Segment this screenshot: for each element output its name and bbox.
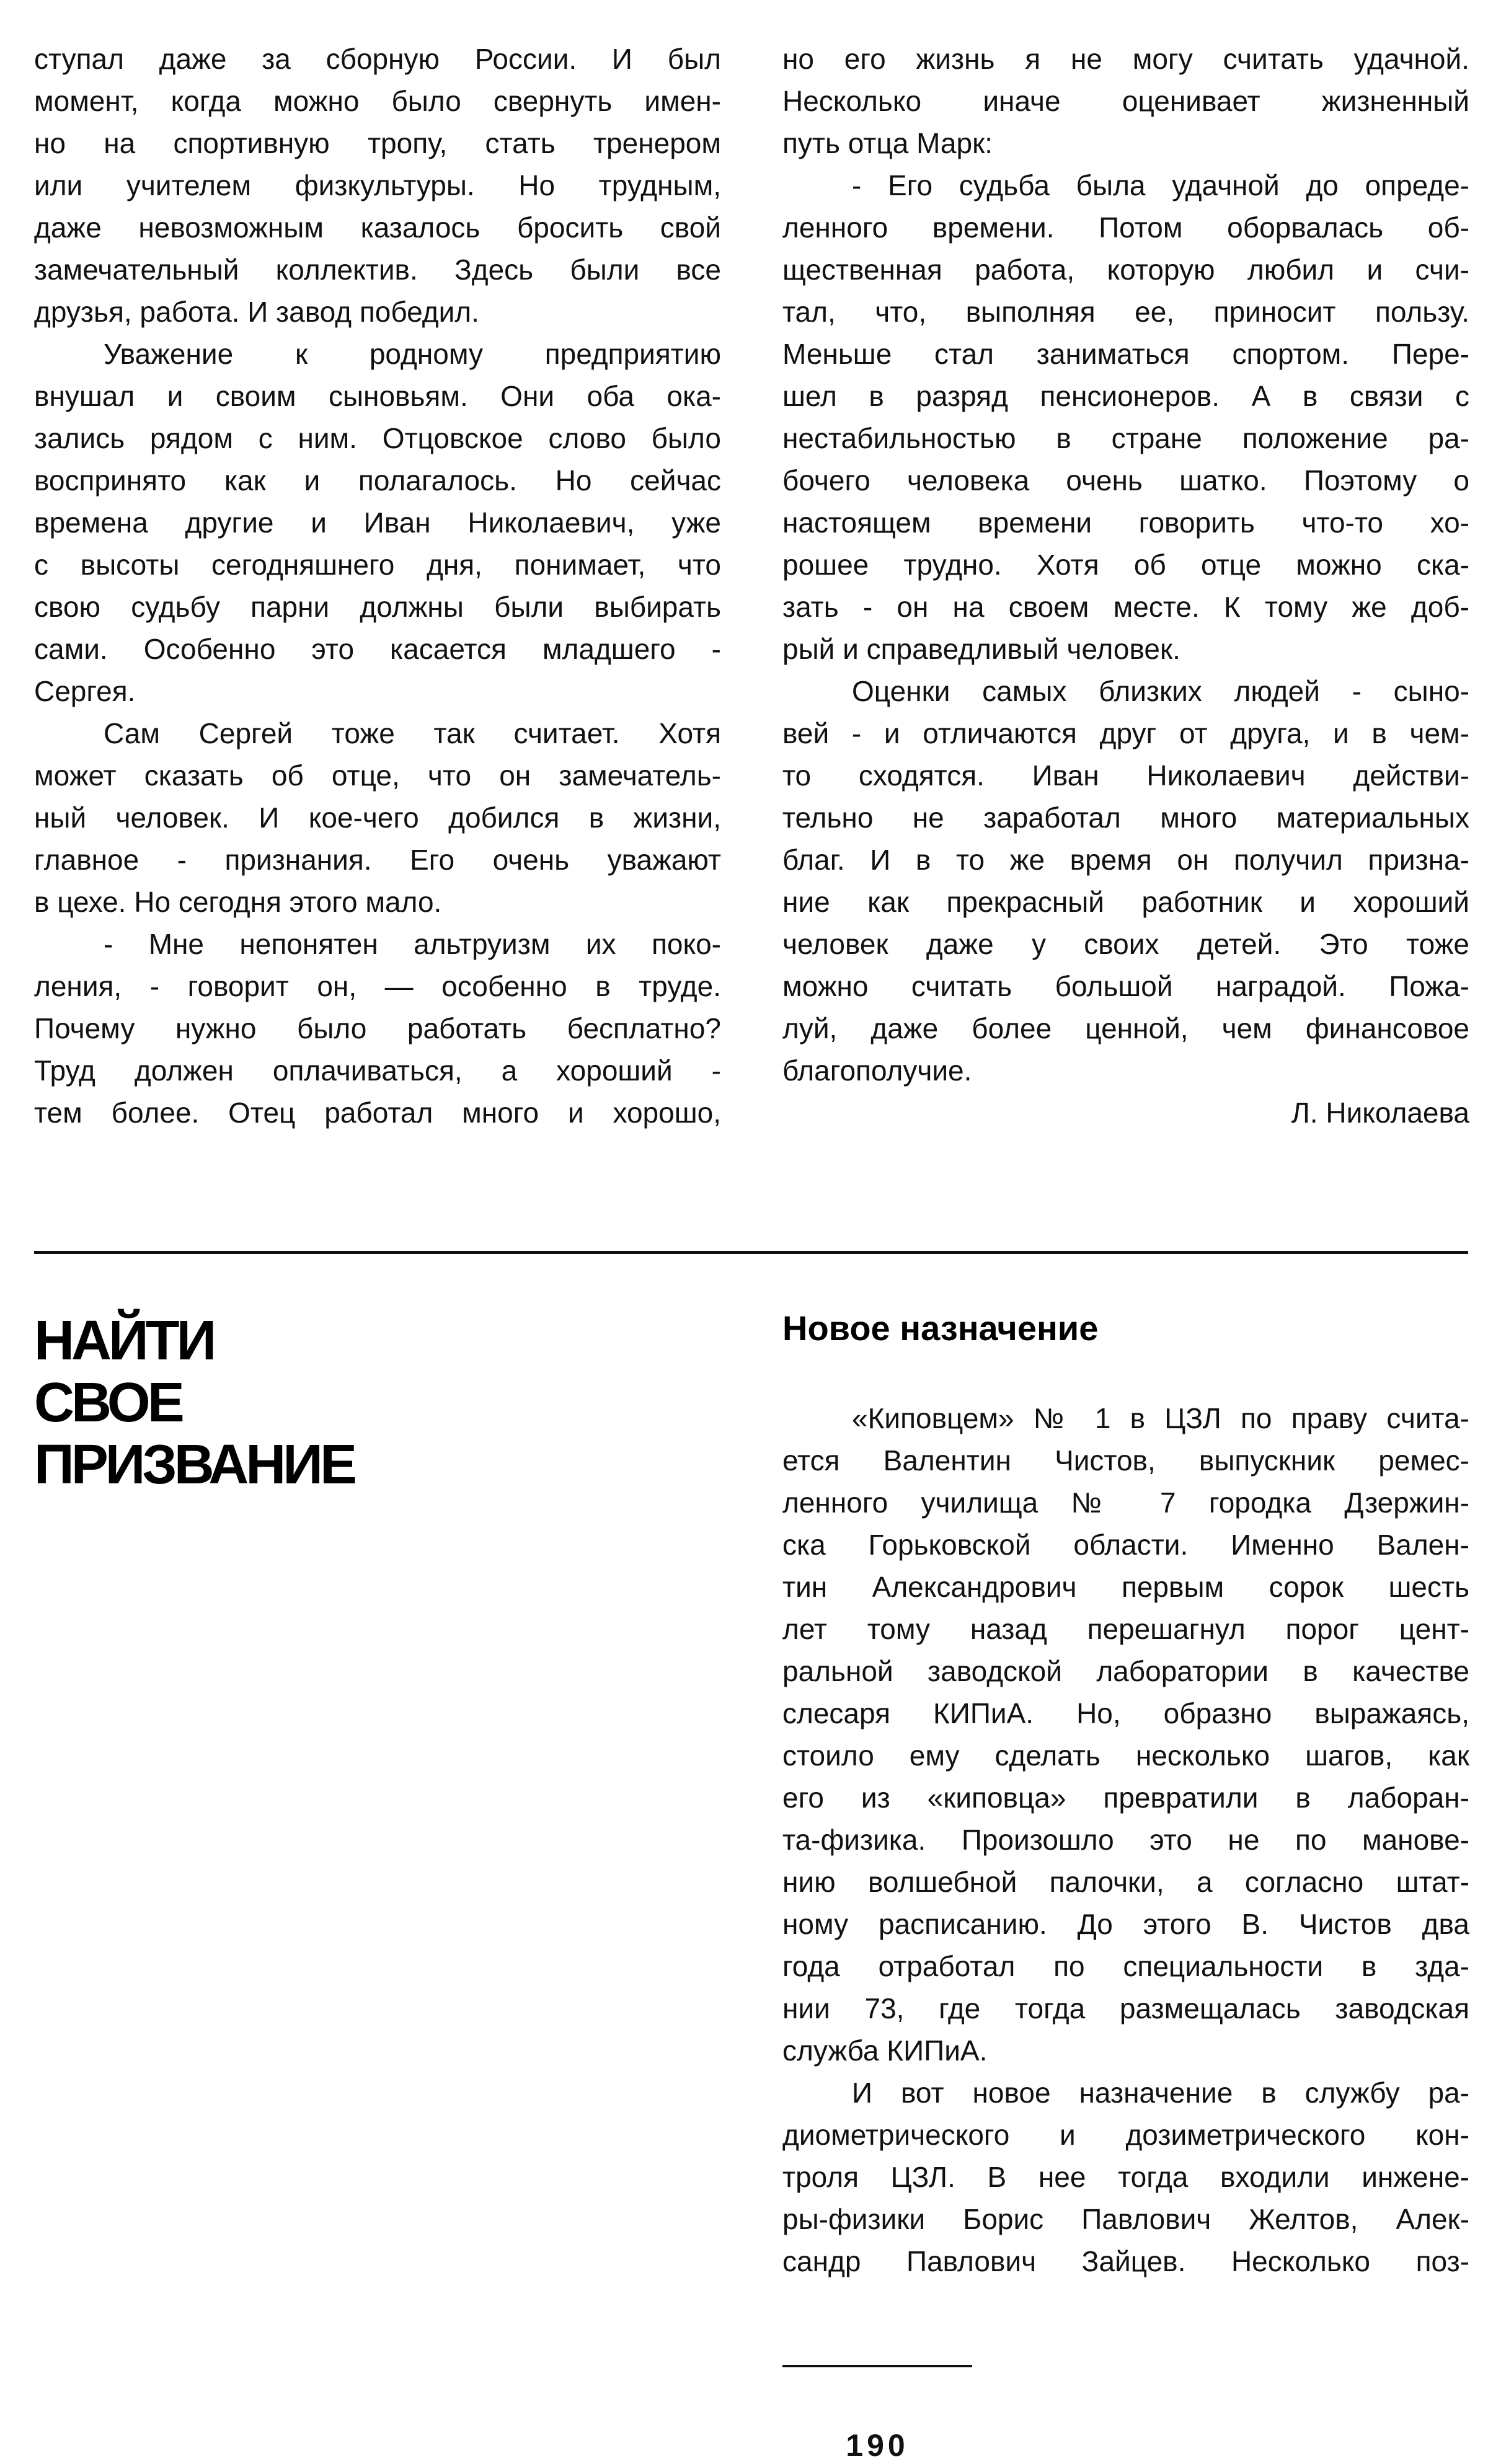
text-line: служба КИПиА.	[782, 2034, 988, 2067]
text-line: диометрического и дозиметрического кон-	[782, 2119, 1469, 2151]
text-line: шел в разряд пенсионеров. А в связи с	[782, 380, 1469, 412]
text-line: ние как прекрасный работник и хороший	[782, 886, 1469, 918]
text-line: благ. И в то же время он получил призна-	[782, 844, 1469, 876]
text-line: может сказать об отце, что он замечатель-	[34, 759, 721, 792]
text-line: замечательный коллектив. Здесь были все	[34, 254, 721, 286]
text-line: но его жизнь я не могу считать удачной.	[782, 43, 1469, 75]
text-line: тал, что, выполняя ее, приносит пользу.	[782, 296, 1469, 328]
text-line: сами. Особенно это касается младшего -	[34, 633, 721, 665]
text-line: тин Александрович первым сорок шесть	[782, 1571, 1469, 1603]
text-line: тельно не заработал много материальных	[782, 801, 1469, 834]
section-title	[34, 1310, 354, 1496]
text-line: щественная работа, которую любил и счи-	[782, 254, 1469, 286]
text-line: зать - он на своем месте. К тому же доб-	[782, 591, 1469, 623]
text-line: Труд должен оплачиваться, а хороший -	[34, 1054, 721, 1087]
text-line: та-физика. Произошло это не по манове-	[782, 1824, 1469, 1856]
section-title-line: НАЙТИ	[34, 1310, 214, 1372]
text-line: - Его судьба была удачной до опреде-	[852, 169, 1469, 201]
text-line: ральной заводской лаборатории в качестве	[782, 1655, 1469, 1687]
text-line: даже невозможным казалось бросить свой	[34, 211, 721, 244]
text-line: времена другие и Иван Николаевич, уже	[34, 506, 721, 539]
text-line: путь отца Марк:	[782, 127, 993, 159]
text-line: луй, даже более ценной, чем финансовое	[782, 1012, 1469, 1044]
section-title-line: СВОЕ	[34, 1372, 182, 1434]
text-line: ления, - говорит он, — особенно в труде.	[34, 970, 721, 1002]
text-line: ется Валентин Чистов, выпускник ремес-	[782, 1444, 1469, 1477]
text-line: И вот новое назначение в службу ра-	[852, 2077, 1469, 2109]
text-line: свою судьбу парни должны были выбирать	[34, 591, 721, 623]
text-line: нию волшебной палочки, а согласно штат-	[782, 1866, 1469, 1898]
page-number: 190	[846, 2428, 909, 2463]
text-line: но на спортивную тропу, стать тренером	[34, 127, 721, 159]
text-line: зались рядом с ним. Отцовское слово было	[34, 422, 721, 454]
text-line: друзья, работа. И завод победил.	[34, 296, 479, 328]
text-line: ступал даже за сборную России. И был	[34, 43, 721, 75]
text-line: Несколько иначе оценивает жизненный	[782, 85, 1469, 117]
text-line: Меньше стал заниматься спортом. Пере-	[782, 338, 1469, 370]
text-line: его из «киповца» превратили в лаборан-	[782, 1782, 1469, 1814]
text-line: ска Горьковской области. Именно Вален-	[782, 1529, 1469, 1561]
author-signature: Л. Николаева	[1291, 1097, 1469, 1129]
text-line: бочего человека очень шатко. Поэтому о	[782, 464, 1469, 497]
text-line: ный человек. И кое-чего добился в жизни,	[34, 801, 721, 834]
text-line: воспринято как и полагалось. Но сейчас	[34, 464, 721, 497]
article-subtitle: Новое назначение	[782, 1309, 1099, 1348]
text-line: «Киповцем» № 1 в ЦЗЛ по праву счита-	[852, 1402, 1469, 1434]
text-line: ленного училища № 7 городка Дзержин-	[782, 1486, 1469, 1519]
text-line: года отработал по специальности в зда-	[782, 1950, 1469, 1982]
text-line: нии 73, где тогда размещалась заводская	[782, 1992, 1469, 2025]
text-line: Сам Сергей тоже так считает. Хотя	[104, 717, 721, 749]
text-line: в цехе. Но сегодня этого мало.	[34, 886, 442, 918]
text-line: Оценки самых близких людей - сыно-	[852, 675, 1469, 707]
text-line: ленного времени. Потом оборвалась об-	[782, 211, 1469, 244]
text-line: Уважение к родному предприятию	[104, 338, 721, 370]
text-line: нестабильностью в стране положение ра-	[782, 422, 1469, 454]
article2-column	[782, 1397, 1469, 2282]
text-line: человек даже у своих детей. Это тоже	[782, 928, 1469, 960]
text-line: или учителем физкультуры. Но трудным,	[34, 169, 721, 201]
text-line: стоило ему сделать несколько шагов, как	[782, 1739, 1469, 1772]
text-line: можно считать большой наградой. Пожа-	[782, 970, 1469, 1002]
article-left-column	[34, 38, 721, 1134]
text-line: сандр Павлович Зайцев. Несколько поз-	[782, 2245, 1469, 2277]
text-line: рый и справедливый человек.	[782, 633, 1180, 665]
text-line: благополучие.	[782, 1054, 972, 1087]
text-line: ному расписанию. До этого В. Чистов два	[782, 1908, 1469, 1940]
article-right-column	[782, 38, 1469, 1134]
text-line: - Мне непонятен альтруизм их поко-	[104, 928, 721, 960]
text-line: троля ЦЗЛ. В нее тогда входили инжене-	[782, 2161, 1469, 2193]
text-line: рошее трудно. Хотя об отце можно ска-	[782, 549, 1469, 581]
text-line: то сходятся. Иван Николаевич действи-	[782, 759, 1469, 792]
text-line: лет тому назад перешагнул порог цент-	[782, 1613, 1469, 1645]
text-line: слесаря КИПиА. Но, образно выражаясь,	[782, 1697, 1469, 1729]
text-line: тем более. Отец работал много и хорошо,	[34, 1097, 721, 1129]
text-line: вей - и отличаются друг от друга, и в чем-	[782, 717, 1469, 749]
text-line: Сергея.	[34, 675, 136, 707]
text-line: настоящем времени говорить что-то хо-	[782, 506, 1469, 539]
text-line: внушал и своим сыновьям. Они оба ока-	[34, 380, 721, 412]
text-line: ры-физики Борис Павлович Желтов, Алек-	[782, 2203, 1469, 2235]
page-number-rule	[782, 2365, 972, 2367]
section-divider	[34, 1251, 1468, 1254]
section-title-line: ПРИЗВАНИЕ	[34, 1434, 355, 1496]
text-line: момент, когда можно было свернуть имен-	[34, 85, 721, 117]
text-line: Почему нужно было работать бесплатно?	[34, 1012, 721, 1044]
text-line: главное - признания. Его очень уважают	[34, 844, 721, 876]
text-line: с высоты сегодняшнего дня, понимает, что	[34, 549, 721, 581]
